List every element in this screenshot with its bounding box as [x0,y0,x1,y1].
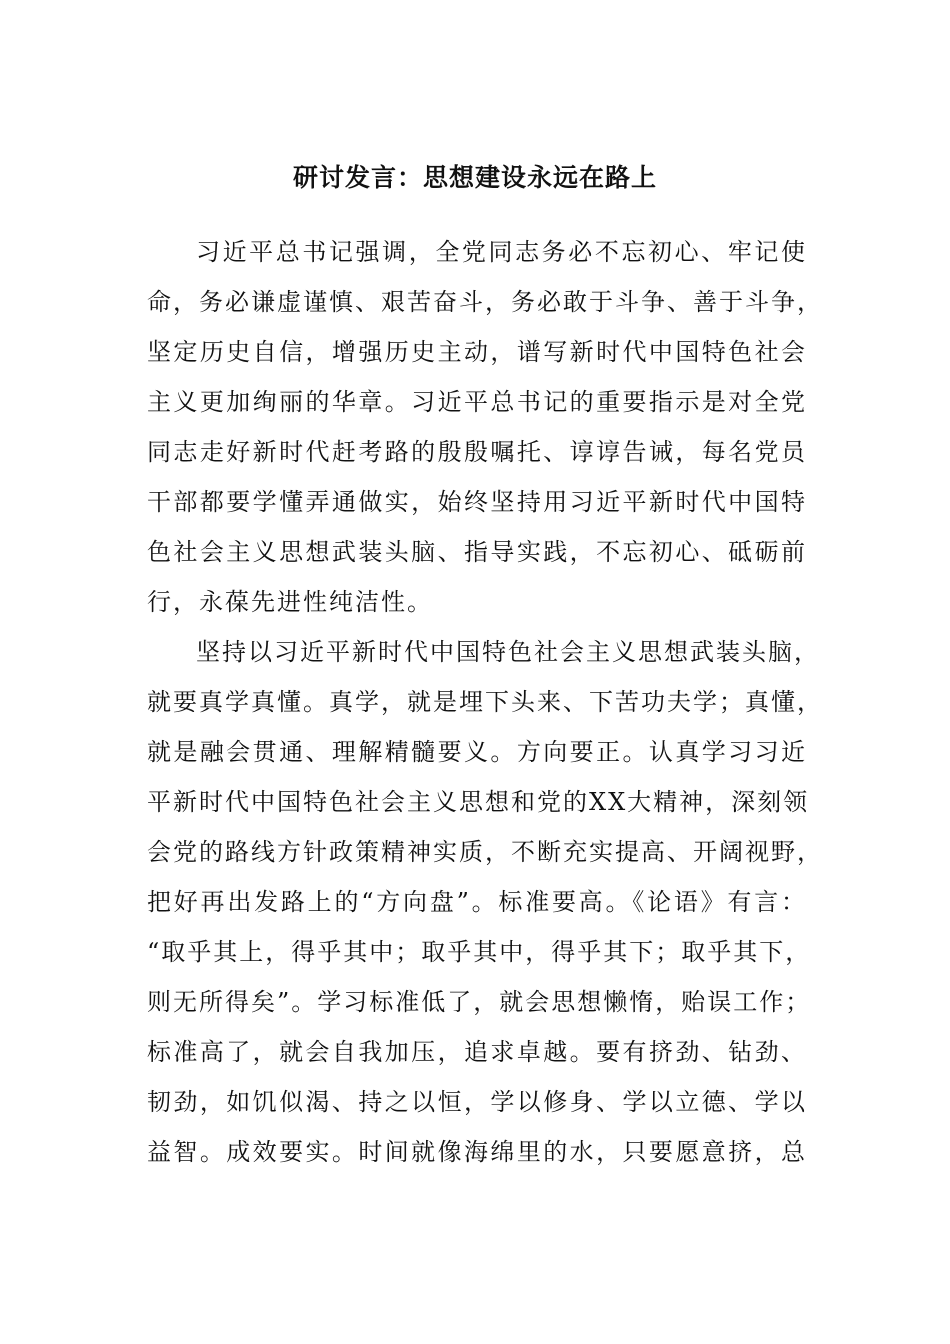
paragraph-line: 色社会主义思想武装头脑、指导实践，不忘初心、砥砺前 [147,538,807,566]
paragraph-line: 干部都要学懂弄通做实，始终坚持用习近平新时代中国特 [147,488,807,516]
paragraph-line: 则无所得矣”。学习标准低了，就会思想懒惰，贻误工作； [147,988,812,1016]
paragraph-line: 会党的路线方针政策精神实质，不断充实提高、开阔视野， [147,838,823,866]
paragraph-line: 行，永葆先进性纯洁性。 [147,588,433,616]
paragraph-line: “取乎其上，得乎其中；取乎其中，得乎其下；取乎其下， [147,938,812,966]
paragraph-line: 标准高了，就会自我加压，追求卓越。要有挤劲、钻劲、 [147,1038,807,1066]
paragraph-line: 平新时代中国特色社会主义思想和党的XX大精神，深刻领 [147,788,810,816]
paragraph-line: 同志走好新时代赶考路的殷殷嘱托、谆谆告诫，每名党员 [147,438,807,466]
paragraph-line: 坚持以习近平新时代中国特色社会主义思想武装头脑， [196,638,820,666]
document-title: 研讨发言：思想建设永远在路上 [292,163,657,192]
paragraph-line: 就是融会贯通、理解精髓要义。方向要正。认真学习习近 [147,738,807,766]
paragraph-line: 把好再出发路上的“方向盘”。标准要高。《论语》有言： [147,888,807,916]
paragraph-line: 习近平总书记强调，全党同志务必不忘初心、牢记使 [196,238,807,266]
paragraph-line: 主义更加绚丽的华章。习近平总书记的重要指示是对全党 [147,388,807,416]
paragraph-line: 韧劲，如饥似渴、持之以恒，学以修身、学以立德、学以 [147,1088,807,1116]
paragraph-line: 就要真学真懂。真学，就是埋下头来、下苦功夫学；真懂， [147,688,823,716]
paragraph-line: 命，务必谦虚谨慎、艰苦奋斗，务必敢于斗争、善于斗争， [147,288,823,316]
paragraph-line: 坚定历史自信，增强历史主动，谱写新时代中国特色社会 [147,338,807,366]
paragraph-line: 益智。成效要实。时间就像海绵里的水，只要愿意挤，总 [147,1138,807,1166]
